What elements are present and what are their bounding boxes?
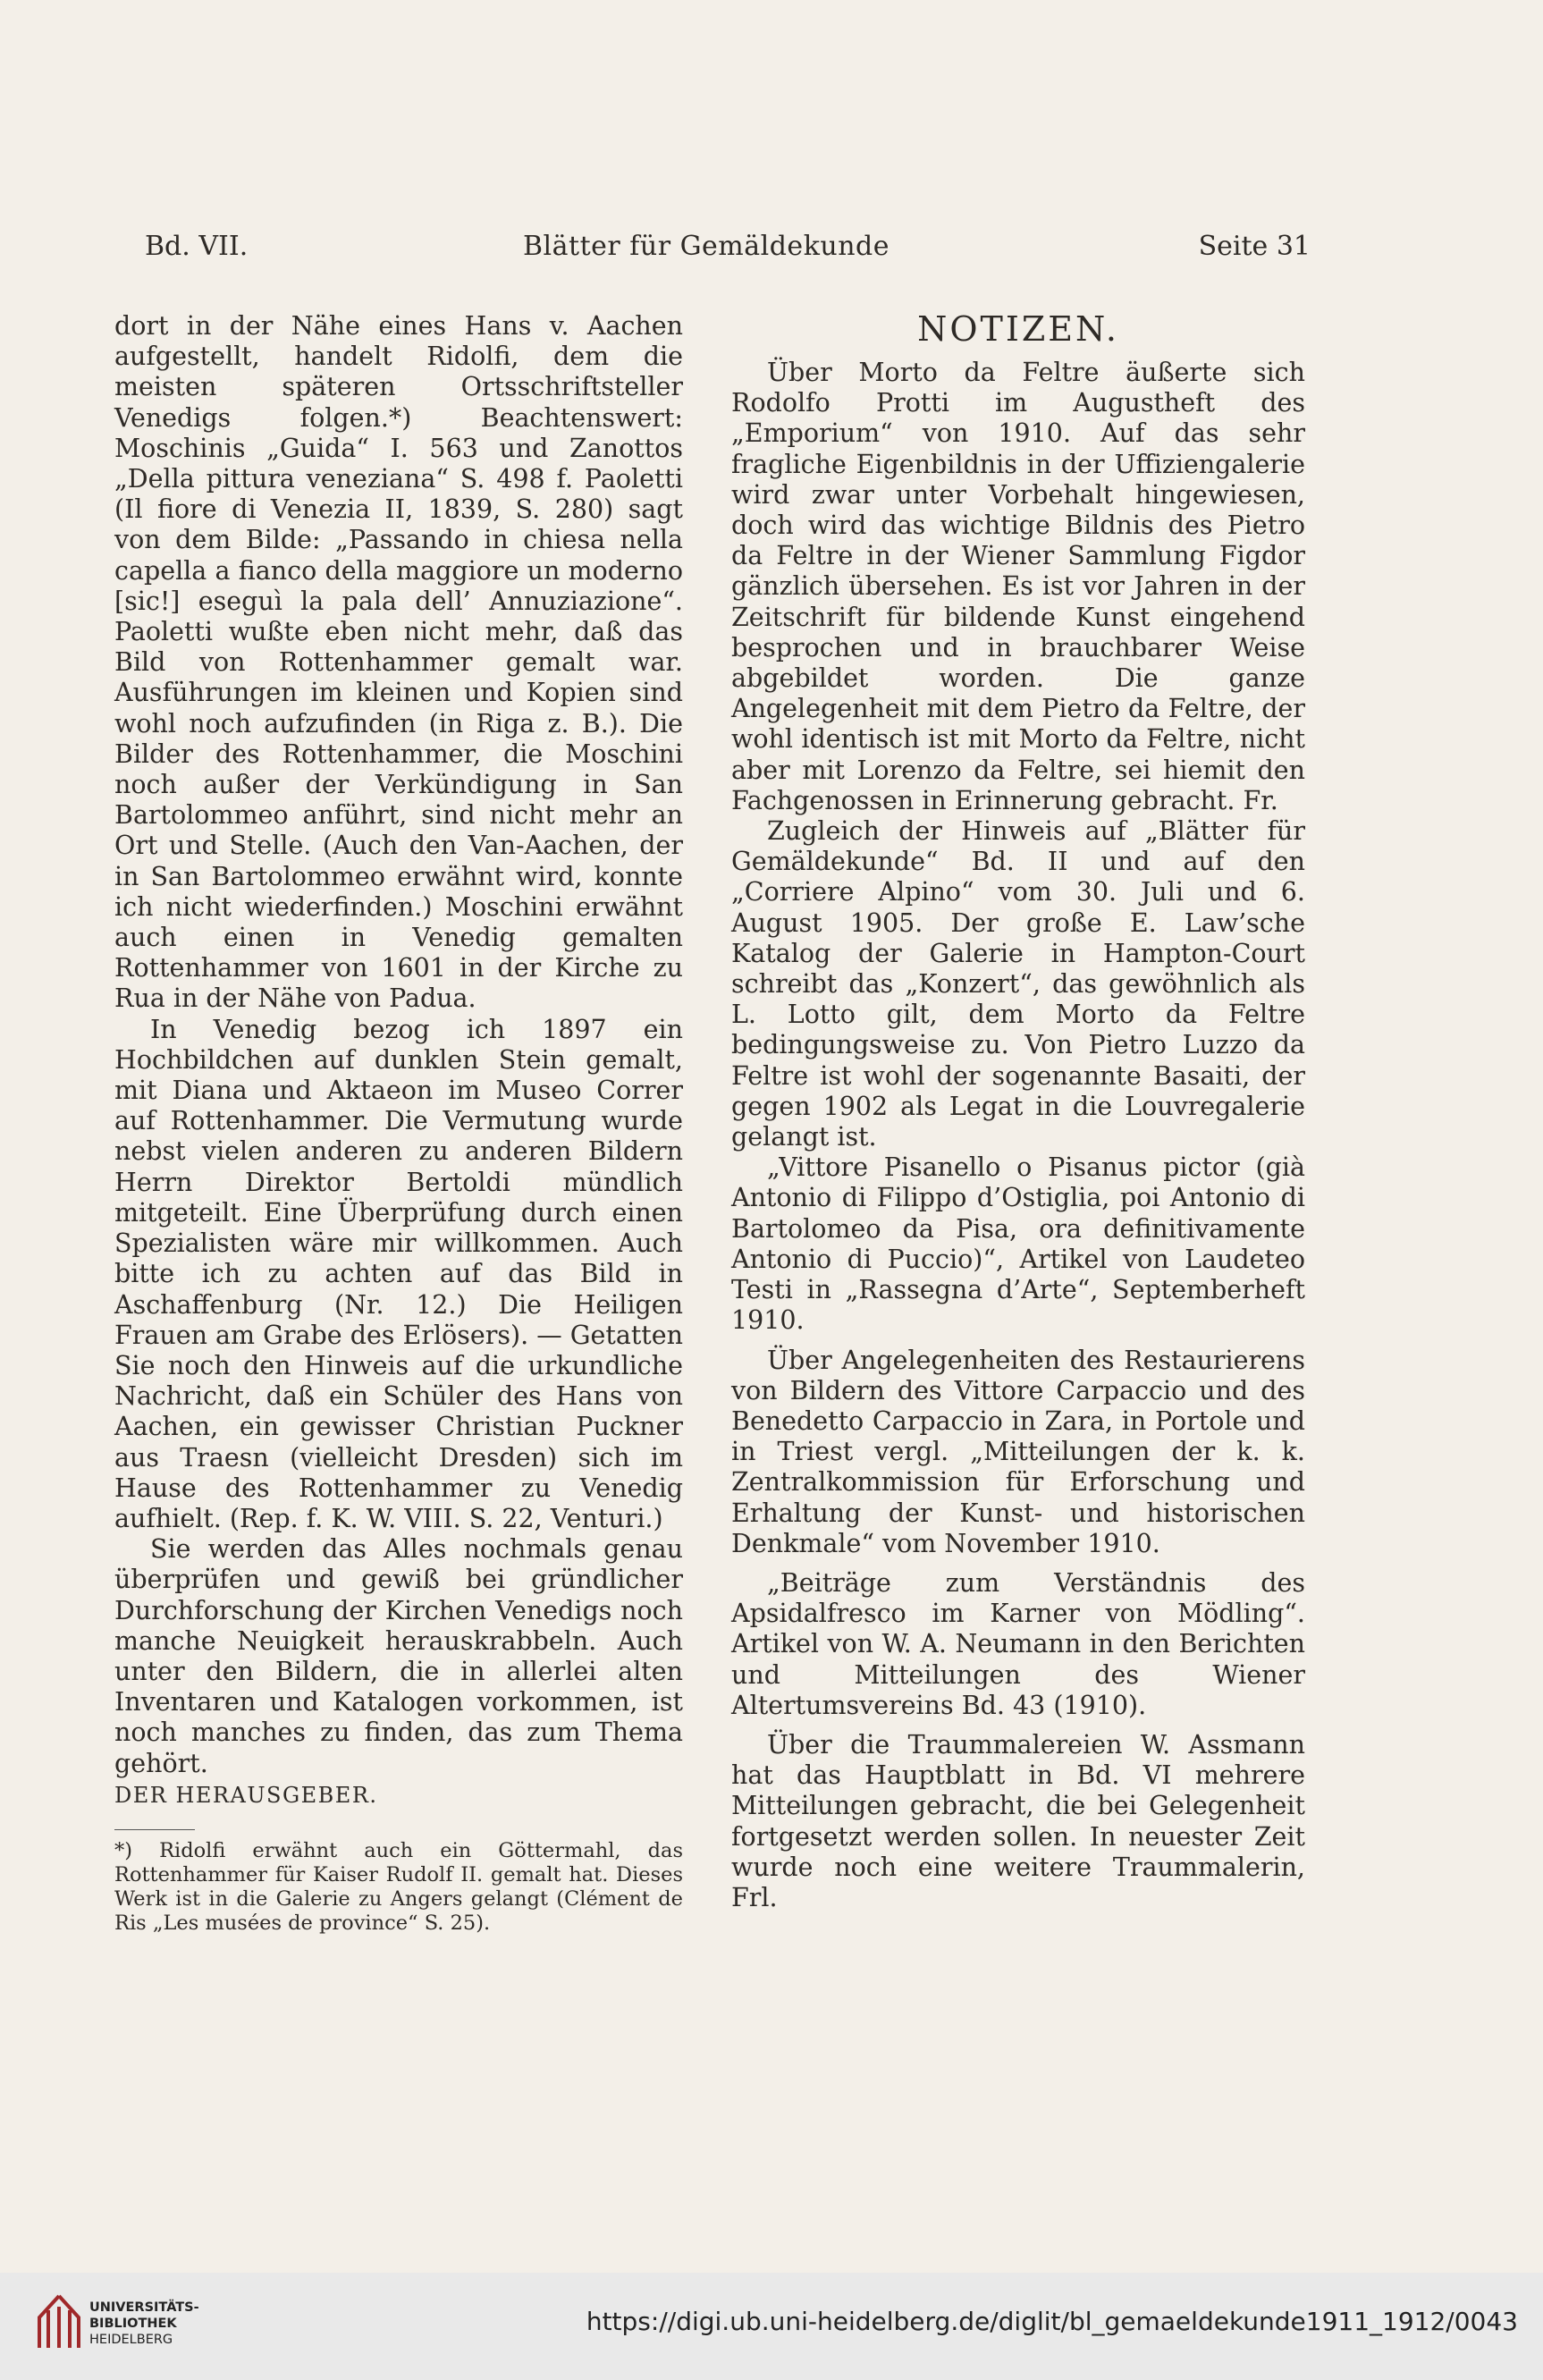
page-number: Seite 31 <box>1198 231 1311 262</box>
left-column <box>114 311 683 1936</box>
footnote-divider <box>114 1829 195 1830</box>
right-paragraph-4: Über Angelegenheiten des Restaurierens von Bildern des Vittore Carpaccio und des Benedetto Carpaccio in Zara, in Portole und in Triest vergl. „Mitteilungen der k. k. Zentralkommission für Erforschung und Erhaltung der Kunst- und historischen Denkmale“ vom November 1910. <box>731 1345 1305 1558</box>
footnote <box>114 1839 683 1936</box>
library-name-line-3: HEIDELBERG <box>89 2333 173 2347</box>
left-paragraph-3: Sie werden das Alles nochmals genau überprüfen und gewiß bei gründlicher Durchforschung der Kirchen Venedigs noch manche Neuigkeit herauskrabbeln. Auch unter den Bildern, die in allerlei alten Inventaren und Katalogen vorkommen, ist noch manches zu finden, das zum Thema gehört. <box>114 1534 683 1778</box>
left-paragraph-1: dort in der Nähe eines Hans v. Aachen aufgestellt, handelt Ridolfi, dem die meisten späteren Ortsschriftsteller Venedigs folgen.*) Beachtenswert: Moschinis „Guida“ I. 563 und Zanottos „Della pittura veneziana“ S. 498 f. Paoletti (Il fiore di Venezia II, 1839, S. 280) sagt von dem Bilde: „Passando in chiesa nella capella a fianco della maggiore un moderno [sic!] eseguì la pala dell’ Annuziazione“. Paoletti wußte eben nicht mehr, daß das Bild von Rottenhammer gemalt war. Ausführungen im kleinen und Kopien sind wohl noch aufzufinden (in Riga z. B.). Die Bilder des Rottenhammer, die Moschini noch außer der Verkündigung in San Bartolommeo anführt, sind nicht mehr an Ort und Stelle. (Auch den Van-Aachen, der in San Bartolommeo erwähnt wird, konnte ich nicht wiederfinden.) Moschini erwähnt auch einen in Venedig gemalten Rottenhammer von 1601 in der Kirche zu Rua in der Nähe von Padua. <box>114 311 683 1014</box>
source-url-link[interactable]: https://digi.ub.uni-heidelberg.de/diglit/bl_gemaeldekunde1911_1912/0043 <box>586 2307 1518 2336</box>
volume-label: Bd. VII. <box>145 231 249 262</box>
page-header <box>0 231 1543 274</box>
ub-heidelberg-logo-icon <box>32 2291 86 2353</box>
right-column <box>731 311 1305 1913</box>
footnote-text: *) Ridolfi erwähnt auch ein Göttermahl, das Rottenhammer für Kaiser Rudolf II. gemalt hat. Dieses Werk ist in die Galerie zu Angers gelangt (Clément de Ris „Les musées de province“ S. 25). <box>114 1838 683 1935</box>
library-name <box>89 2300 199 2348</box>
footer-bar <box>0 2273 1543 2380</box>
right-paragraph-2: Zugleich der Hinweis auf „Blätter für Gemäldekunde“ Bd. II und auf den „Corriere Alpino“ vom 30. Juli und 6. August 1905. Der große E. Law’sche Katalog der Galerie in Hampton-Court schreibt das „Konzert“, das gewöhnlich als L. Lotto gilt, dem Morto da Feltre bedingungsweise zu. Von Pietro Luzzo da Feltre ist wohl der sogenannte Basaiti, der gegen 1902 als Legat in die Louvregalerie gelangt ist. <box>731 816 1305 1152</box>
library-name-line-1: UNIVERSITÄTS- <box>89 2300 199 2315</box>
signature: DER HERAUSGEBER. <box>114 1782 378 1808</box>
right-paragraph-5: „Beiträge zum Verständnis des Apsidalfresco im Karner von Mödling“. Artikel von W. A. Neumann in den Berichten und Mitteilungen des Wiener Altertumsvereins Bd. 43 (1910). <box>731 1567 1305 1720</box>
right-paragraph-1: Über Morto da Feltre äußerte sich Rodolfo Protti im Augustheft des „Emporium“ von 1910. Auf das sehr fragliche Eigenbildnis in der Uffiziengalerie wird zwar unter Vorbehalt hingewiesen, doch wird das wichtige Bildnis des Pietro da Feltre in der Wiener Sammlung Figdor gänzlich übersehen. Es ist vor Jahren in der Zeitschrift für bildende Kunst eingehend besprochen und in brauchbarer Weise abgebildet worden. Die ganze Angelegenheit mit dem Pietro da Feltre, der wohl identisch ist mit Morto da Feltre, nicht aber mit Lorenzo da Feltre, sei hiemit den Fachgenossen in Erinnerung gebracht. Fr. <box>731 358 1305 815</box>
library-name-line-2: BIBLIOTHEK <box>89 2317 177 2331</box>
journal-title: Blätter für Gemäldekunde <box>523 231 890 262</box>
right-paragraph-6: Über die Traummalereien W. Assmann hat das Hauptblatt in Bd. VI mehrere Mitteilungen gebracht, die bei Gelegenheit fortgesetzt werden sollen. In neuester Zeit wurde noch eine weitere Traummalerin, Frl. <box>731 1729 1305 1912</box>
right-paragraph-3: „Vittore Pisanello o Pisanus pictor (già Antonio di Filippo d’Ostiglia, poi Antonio di Bartolomeo da Pisa, ora definitivamente Antonio di Puccio)“, Artikel von Laudeteo Testi in „Rassegna d’Arte“, Septemberheft 1910. <box>731 1152 1305 1336</box>
section-title: NOTIZEN. <box>917 309 1119 349</box>
left-paragraph-2: In Venedig bezog ich 1897 ein Hochbildchen auf dunklen Stein gemalt, mit Diana und Aktaeon im Museo Correr auf Rottenhammer. Die Vermutung wurde nebst vielen anderen zu anderen Bildern Herrn Direktor Bertoldi mündlich mitgeteilt. Eine Überprüfung durch einen Spezialisten wäre mir willkommen. Auch bitte ich zu achten auf das Bild in Aschaffenburg (Nr. 12.) Die Heiligen Frauen am Grabe des Erlösers). — Getatten Sie noch den Hinweis auf die urkundliche Nachricht, daß ein Schüler des Hans von Aachen, ein gewisser Christian Puckner aus Traesn (vielleicht Dresden) sich im Hause des Rottenhammer zu Venedig aufhielt. (Rep. f. K. W. VIII. S. 22, Venturi.) <box>114 1014 683 1533</box>
